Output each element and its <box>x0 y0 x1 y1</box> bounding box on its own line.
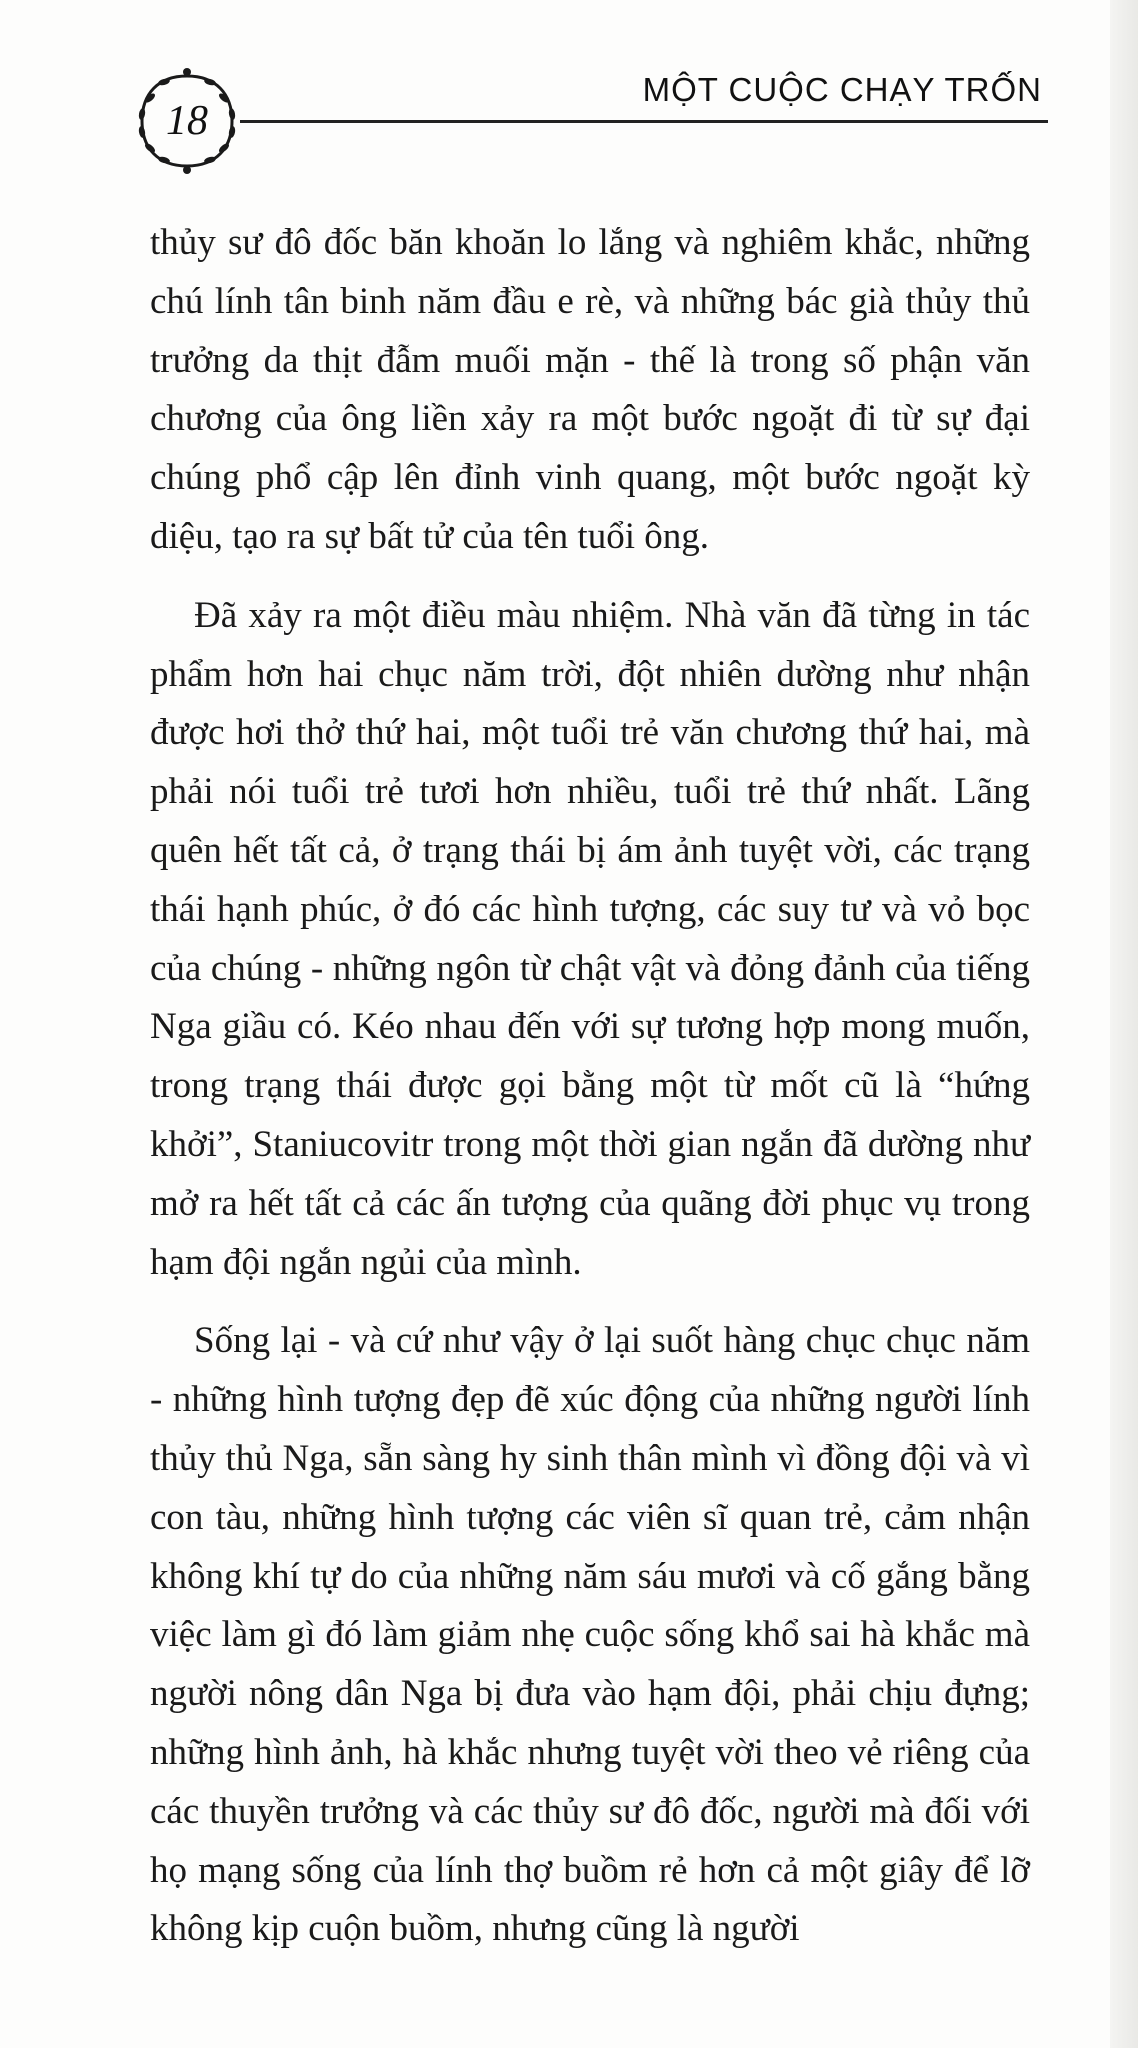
paragraph-3: Sống lại - và cứ như vậy ở lại suốt hàng chục chục năm - những hình tượng đẹp đẽ xúc động của những người lính thủy thủ Nga, sẵn sàng hy sinh thân mình vì đồng đội và vì con tàu, những hình tượng các viên sĩ quan trẻ, cảm nhận không khí tự do của những năm sáu mươi và cố gắng bằng việc làm gì đó làm giảm nhẹ cuộc sống khổ sai hà khắc mà người nông dân Nga bị đưa vào hạm đội, phải chịu đựng; những hình ảnh, hà khắc nhưng tuyệt vời theo vẻ riêng của các thuyền trưởng và các thủy sư đô đốc, người mà đối với họ mạng sống của lính thợ buồm rẻ hơn cả một giây để lỡ không kịp cuộn buồm, nhưng cũng là người <box>150 1320 1030 1950</box>
page-header <box>128 62 1048 182</box>
scan-edge <box>1110 0 1138 2048</box>
body-text <box>150 214 1030 1959</box>
page-number: 18 <box>166 98 208 144</box>
running-title: MỘT CUỘC CHẠY TRỐN <box>633 68 1042 112</box>
header-rule <box>240 120 1048 123</box>
paragraph-2: Đã xảy ra một điều màu nhiệm. Nhà văn đã từng in tác phẩm hơn hai chục năm trời, đột nhiên dường như nhận được hơi thở thứ hai, một tuổi trẻ văn chương thứ hai, mà phải nói tuổi trẻ tươi hơn nhiều, tuổi trẻ thứ nhất. Lãng quên hết tất cả, ở trạng thái bị ám ảnh tuyệt vời, các trạng thái hạnh phúc, ở đó các hình tượng, các suy tư và vỏ bọc của chúng - những ngôn từ chật vật và đỏng đảnh của tiếng Nga giầu có. Kéo nhau đến với sự tương hợp mong muốn, trong trạng thái được gọi bằng một từ mốt cũ là “hứng khởi”, Staniucovitr trong một thời gian ngắn đã dường như mở ra hết tất cả các ấn tượng của quãng đời phục vụ trong hạm đội ngắn ngủi của mình. <box>150 594 1030 1283</box>
paragraph-1: thủy sư đô đốc băn khoăn lo lắng và nghiêm khắc, những chú lính tân binh năm đầu e rè, và những bác già thủy thủ trưởng da thịt đẫm muối mặn - thế là trong số phận văn chương của ông liền xảy ra một bước ngoặt đi từ sự đại chúng phổ cập lên đỉnh vinh quang, một bước ngoặt kỳ diệu, tạo ra sự bất tử của tên tuổi ông. <box>150 222 1030 557</box>
